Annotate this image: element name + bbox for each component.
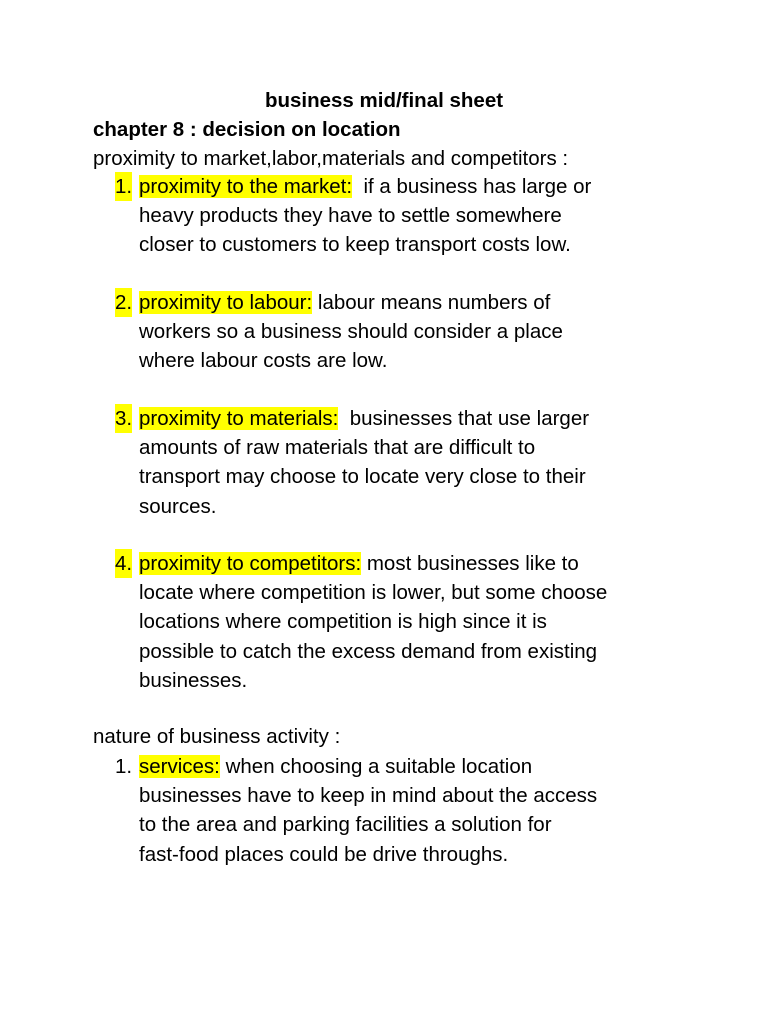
list-item-line: heavy products they have to settle somewhere bbox=[139, 204, 562, 228]
list-item-text bbox=[139, 549, 715, 695]
list-item-line: transport may choose to locate very close to their bbox=[139, 465, 586, 489]
list-number: 2. bbox=[115, 288, 132, 317]
list-item-text bbox=[139, 752, 715, 869]
list-item-line: where labour costs are low. bbox=[139, 349, 388, 373]
list-item-first-line bbox=[139, 404, 715, 433]
list-item-line: businesses have to keep in mind about the access bbox=[139, 784, 598, 808]
highlighted-term: proximity to competitors: bbox=[139, 552, 362, 575]
list-item-line: fast-food places could be drive throughs. bbox=[139, 842, 509, 866]
list-item-line: if a business has large or bbox=[352, 175, 592, 198]
section-intro-proximity: proximity to market,labor,materials and competitors : bbox=[93, 147, 569, 170]
list-number: 1. bbox=[115, 172, 132, 201]
list-number: 3. bbox=[115, 404, 132, 433]
document-title: business mid/final sheet bbox=[264, 89, 504, 112]
list-number: 1. bbox=[115, 755, 133, 778]
list-item-first-line bbox=[139, 549, 715, 578]
list-item-services bbox=[115, 752, 715, 869]
list-item-line: businesses that use larger bbox=[338, 407, 590, 430]
list-item-line: locations where competition is high since it is bbox=[139, 610, 547, 634]
list-item-line: workers so a business should consider a place bbox=[139, 320, 563, 344]
list-item-first-line bbox=[139, 172, 715, 201]
highlighted-term: proximity to materials: bbox=[139, 407, 339, 430]
list-item-line: possible to catch the excess demand from existing bbox=[139, 639, 598, 663]
list-item-line: businesses. bbox=[139, 668, 248, 692]
list-item-labour bbox=[115, 288, 715, 376]
list-item-text bbox=[139, 404, 715, 521]
list-item-line: locate where competition is lower, but some choose bbox=[139, 581, 608, 605]
section-intro-business-activity: nature of business activity : bbox=[93, 725, 341, 748]
chapter-heading: chapter 8 : decision on location bbox=[93, 118, 401, 141]
list-item-text bbox=[139, 288, 715, 376]
list-item-competitors bbox=[115, 549, 715, 695]
list-item-market bbox=[115, 172, 715, 260]
list-item-line: closer to customers to keep transport costs low. bbox=[139, 233, 571, 257]
list-number: 4. bbox=[115, 549, 132, 578]
list-item-line: labour means numbers of bbox=[312, 291, 551, 314]
list-item-first-line bbox=[139, 288, 715, 317]
list-item-line: to the area and parking facilities a solution for bbox=[139, 813, 552, 837]
highlighted-term: proximity to the market: bbox=[139, 175, 353, 198]
list-item-line: amounts of raw materials that are difficult to bbox=[139, 436, 536, 460]
list-item-text bbox=[139, 172, 715, 260]
list-item-line: sources. bbox=[139, 494, 217, 518]
list-item-line: most businesses like to bbox=[361, 552, 579, 575]
list-item-materials bbox=[115, 404, 715, 521]
highlighted-term: proximity to labour: bbox=[139, 291, 313, 314]
list-item-line: when choosing a suitable location bbox=[219, 755, 533, 778]
list-item-first-line bbox=[139, 752, 715, 781]
highlighted-term: services: bbox=[139, 755, 220, 778]
